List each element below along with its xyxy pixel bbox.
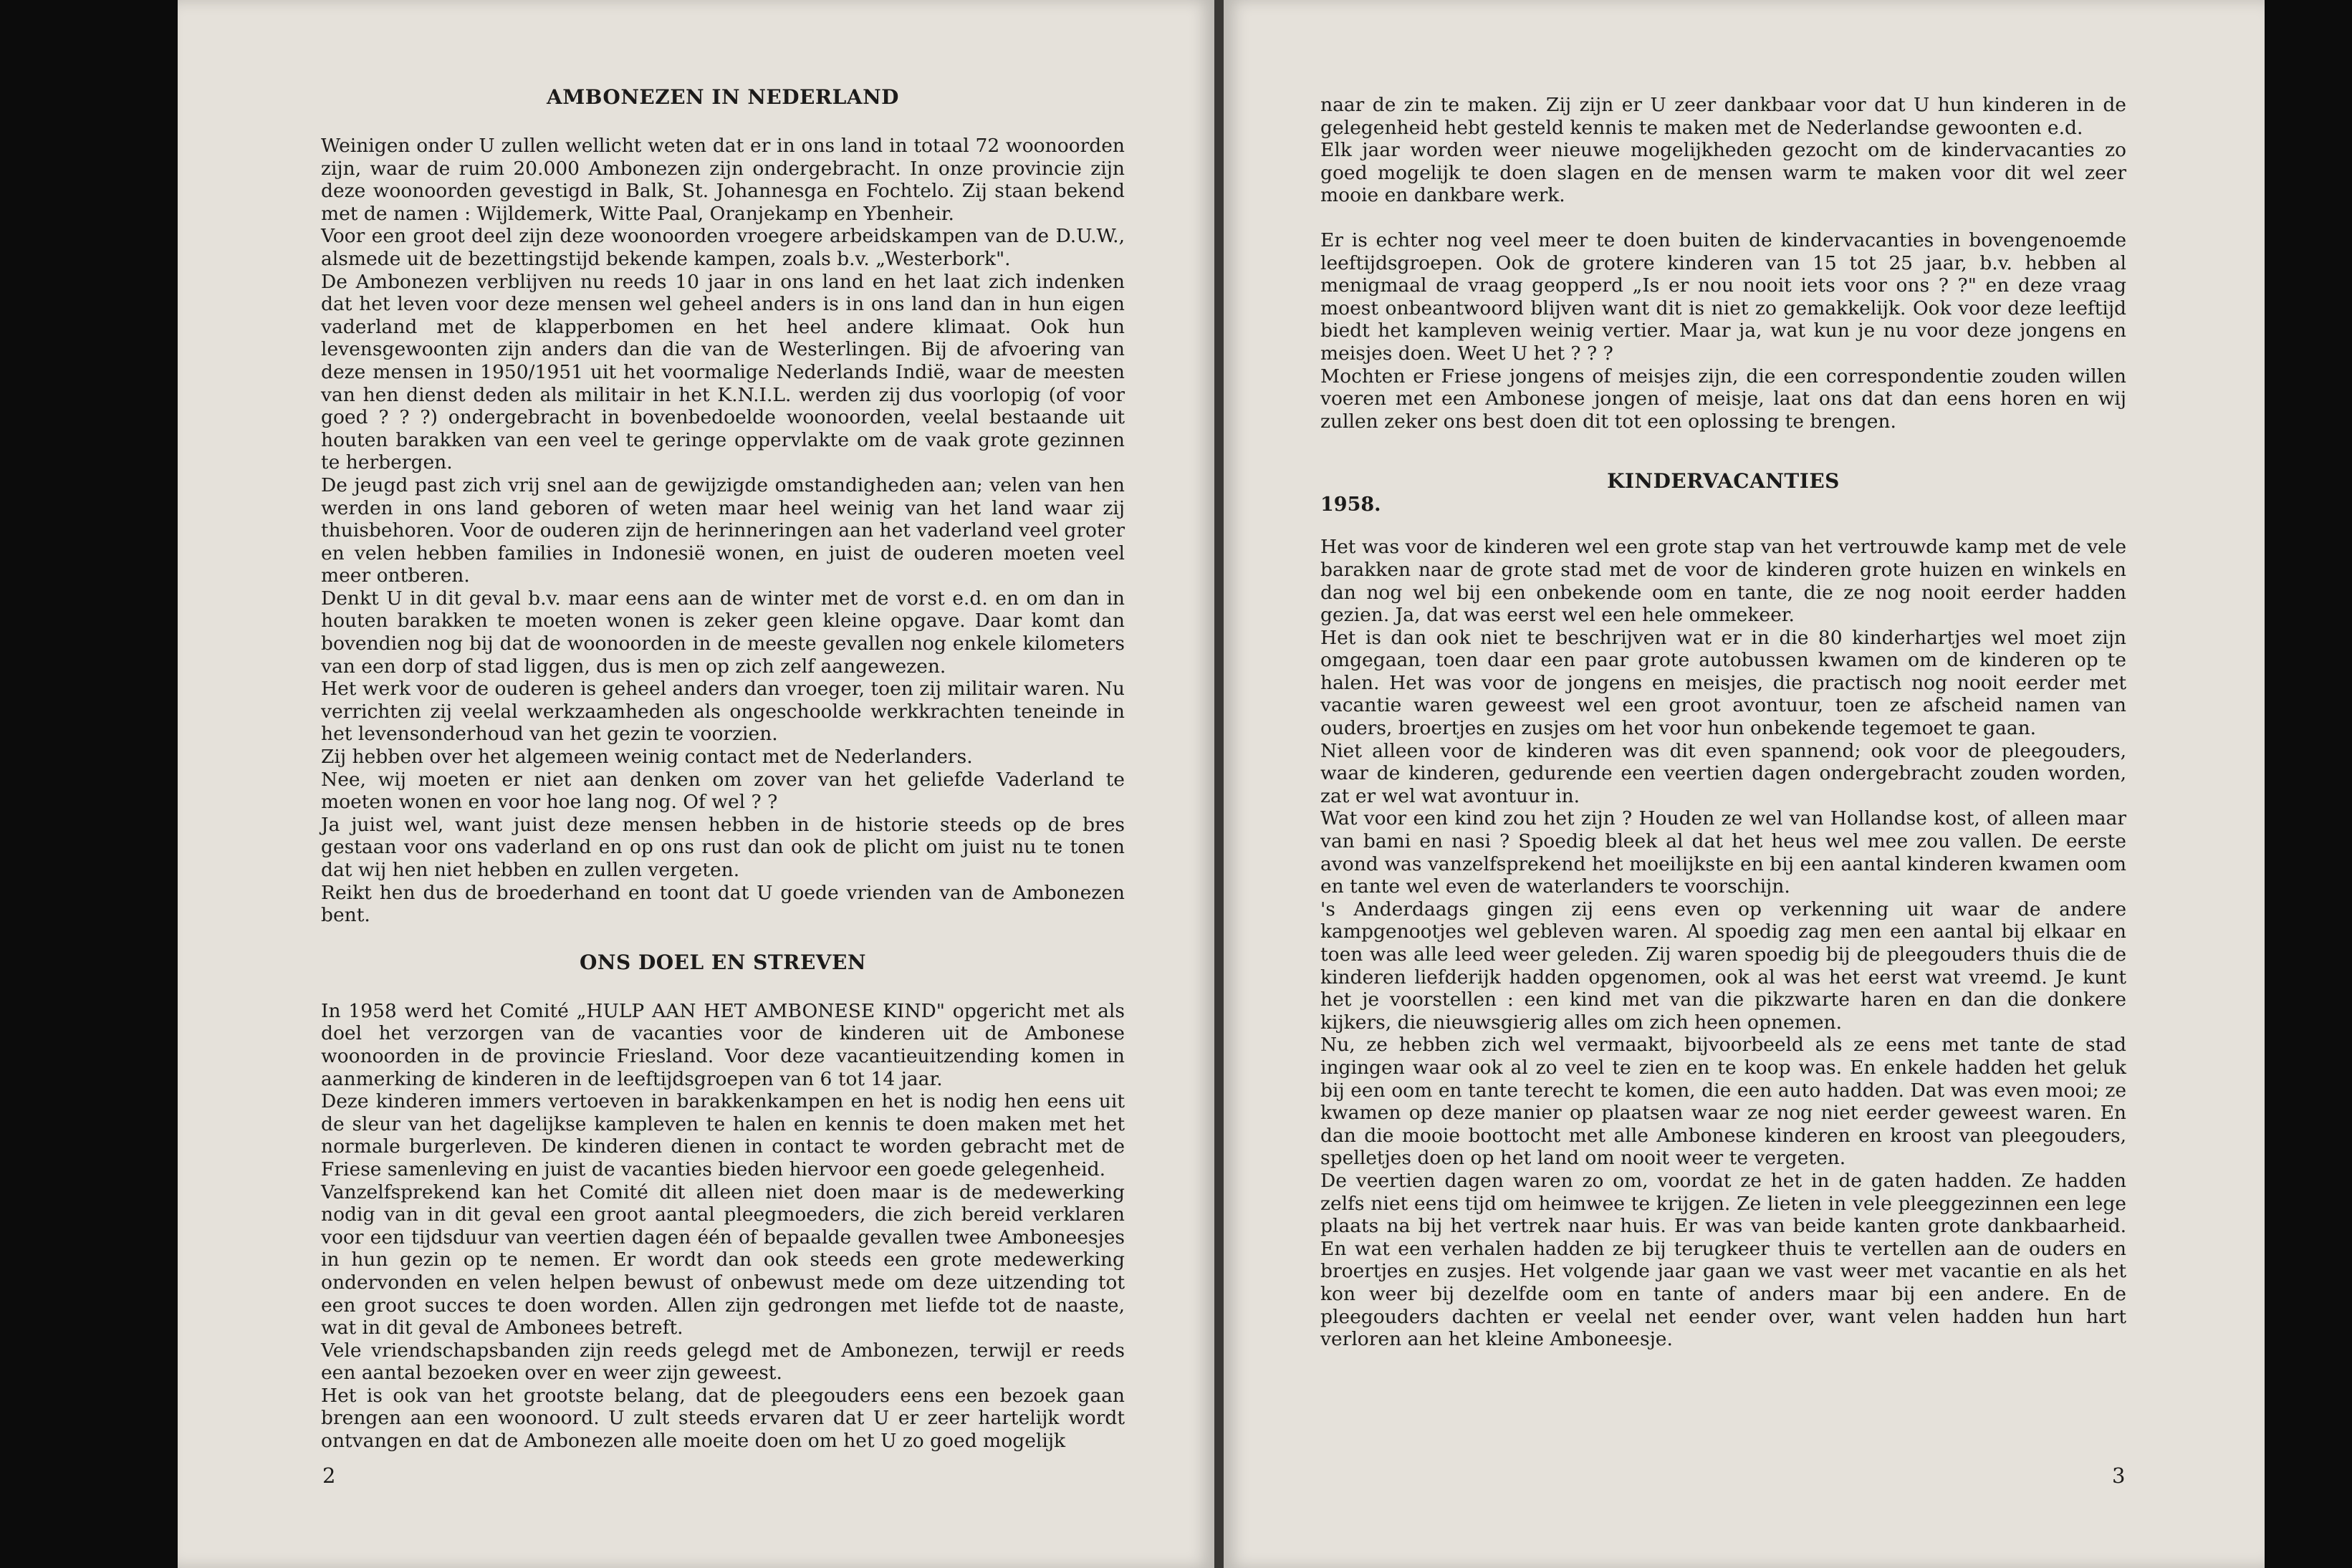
paragraph: Ja juist wel, want juist deze mensen hebben in de historie steeds op de bres gestaan voor ons vaderland en op ons rust dan ook de plicht om juist nu te tonen dat wij hen niet hebben en zullen vergeten.	[321, 813, 1125, 881]
paragraph: Deze kinderen immers vertoeven in barakkenkampen en het is nodig hen eens uit de sleur van het dagelijkse kampleven te halen en kennis te doen maken met het normale burgerleven. De kinderen dienen in contact te worden gebracht met de Friese samenleving en juist de vacanties bieden hiervoor een goede gelegenheid.	[321, 1090, 1125, 1180]
paragraph: 's Anderdaags gingen zij eens even op verkenning uit waar de andere kampgenootjes wel gebleven waren. Al spoedig zag men een aantal bij elkaar en toen was alle leed weer geleden. Zij waren spoedig bij de pleegouders thuis die de kinderen liefderijk hadden opgenomen, ook al was het eerst wat vreemd. Je kunt het je voorstellen : een kind met van die pikzwarte haren en dan die donkere kijkers, die nieuwsgierig alles om zich heen opnemen.	[1320, 898, 2126, 1034]
heading-kindervacanties: KINDERVACANTIES	[1607, 469, 1840, 494]
section-doel-body	[321, 1000, 1125, 1453]
paragraph: Het is dan ook niet te beschrijven wat er in die 80 kinderhartjes wel moet zijn omgegaan, toen daar een paar grote autobussen kwamen om de kinderen op te halen. Het was voor de jongens en meisjes, die practisch nog nooit eerder met vacantie waren geweest wel een groot avontuur, toen ze afscheid namen van ouders, broertjes en zusjes om het voor hun onbekende tegemoet te gaan.	[1320, 626, 2126, 740]
paragraph: Denkt U in dit geval b.v. maar eens aan de winter met de vorst e.d. en om dan in houten barakken te moeten wonen is zeker geen kleine opgave. Daar komt dan bovendien nog bij dat de woonoorden in de meeste gevallen nog enkele kilometers van een dorp of stad liggen, dus is men op zich zelf aangewezen.	[321, 587, 1125, 678]
heading-ons-doel-en-streven: ONS DOEL EN STREVEN	[580, 950, 866, 974]
paragraph: Zij hebben over het algemeen weinig contact met de Nederlanders.	[321, 746, 973, 769]
paragraph: Reikt hen dus de broederhand en toont dat U goede vrienden van de Ambonezen bent.	[321, 881, 1125, 927]
paragraph: Weinigen onder U zullen wellicht weten dat er in ons land in totaal 72 woonoorden zijn, waar de ruim 20.000 Ambonezen zijn ondergebracht. In onze provincie zijn deze woonoorden gevestigd in Balk, St. Johannesga en Fochtelo. Zij staan bekend met de namen : Wijldemerk, Witte Paal, Oranjekamp en Ybenheir.	[321, 135, 1125, 225]
paragraph: Er is echter nog veel meer te doen buiten de kindervacanties in bovengenoemde leeftijdsgroepen. Ook de grotere kinderen van 15 tot 25 jaar, b.v. hebben al menigmaal de vraag geopperd „Is er nou nooit iets voor ons ? ?" en deze vraag moest onbeantwoord blijven want dit is niet zo gemakkelijk. Ook voor deze leeftijd biedt het kampleven weinig vertier. Maar ja, wat kun je nu voor deze jongens en meisjes doen. Weet U het ? ? ?	[1320, 229, 2126, 365]
paragraph: Mochten er Friese jongens of meisjes zijn, die een correspondentie zouden willen voeren met een Ambonese jongen of meisje, laat ons dat dan eens horen en wij zullen zeker ons best doen dit tot een oplossing te brengen.	[1320, 365, 2126, 433]
right-page	[1224, 0, 2265, 1568]
extra-text	[1320, 229, 2126, 433]
paragraph: naar de zin te maken. Zij zijn er U zeer dankbaar voor dat U hun kinderen in de gelegenheid hebt gesteld kennis te maken met de Nederlandse gewoonten e.d.	[1320, 94, 2126, 139]
paragraph: Elk jaar worden weer nieuwe mogelijkheden gezocht om de kindervacanties zo goed mogelijk te doen slagen en de mensen warm te maken voor dit wel zeer mooie en dankbare werk.	[1320, 139, 2126, 207]
left-page	[178, 0, 1214, 1568]
paragraph: Het is ook van het grootste belang, dat de pleegouders eens een bezoek gaan brengen aan een woonoord. U zult steeds ervaren dat U er zeer hartelijk wordt ontvangen en dat de Ambonezen alle moeite doen om het U zo goed mogelijk	[321, 1384, 1125, 1453]
page-number-right: 3	[2112, 1463, 2126, 1488]
paragraph: Nu, ze hebben zich wel vermaakt, bijvoorbeeld als ze eens met tante de stad ingingen waar ook al zo veel te zien en te koop was. En enkele hadden het geluk bij een oom en tante terecht te komen, die een auto hadden. Dat was even mooi; ze kwamen op deze manier op plaatsen waar ze nog niet eerder geweest waren. En dan die mooie boottocht met alle Ambonese kinderen en kroost van pleegouders, spelletjes doen op het land om nooit weer te vergeten.	[1320, 1034, 2126, 1170]
page-number-left: 2	[322, 1463, 336, 1488]
year-label: 1958.	[1320, 494, 1381, 516]
continuation-text	[1320, 94, 2126, 207]
paragraph: Het werk voor de ouderen is geheel anders dan vroeger, toen zij militair waren. Nu verrichten zij veelal werkzaamheden als ongeschoolde werkkrachten teneinde in het levensonderhoud van het gezin te voorzien.	[321, 678, 1125, 746]
heading-ambonezen-in-nederland: AMBONEZEN IN NEDERLAND	[547, 85, 899, 109]
paragraph: De veertien dagen waren zo om, voordat ze het in de gaten hadden. Ze hadden zelfs niet eens tijd om heimwee te krijgen. Ze lieten in vele pleeggezinnen een lege plaats na bij het vertrek naar huis. Er was van beide kanten grote dankbaarheid. En wat een verhalen hadden ze bij terugkeer thuis te vertellen aan de ouders en broertjes en zusjes. Het volgende jaar gaan we vast weer met vacantie en als het kon weer bij dezelfde oom en tante of anders maar bij een andere. En de pleegouders dachten er veelal net eender over, want velen hadden hun hart verloren aan het kleine Amboneesje.	[1320, 1169, 2126, 1351]
section-kindervacanties-body	[1320, 536, 2126, 1350]
paragraph: Niet alleen voor de kinderen was dit even spannend; ook voor de pleegouders, waar de kinderen, gedurende een veertien dagen ondergebracht zouden worden, zat er wel wat avontuur in.	[1320, 739, 2126, 807]
paragraph: Nee, wij moeten er niet aan denken om zover van het geliefde Vaderland te moeten wonen en voor hoe lang nog. Of wel ? ?	[321, 768, 1125, 814]
paragraph: In 1958 werd het Comité „HULP AAN HET AMBONESE KIND" opgericht met als doel het verzorgen van de vacanties voor de kinderen uit de Ambonese woonoorden in de provincie Friesland. Voor deze vacantieuitzending komen in aanmerking de kinderen in de leeftijdsgroepen van 6 tot 14 jaar.	[321, 999, 1125, 1090]
book-gutter	[1214, 0, 1224, 1568]
paragraph: De jeugd past zich vrij snel aan de gewijzigde omstandigheden aan; velen van hen werden in ons land geboren of weten maar heel weinig van het land waar zij thuisbehoren. Voor de ouderen zijn de herinneringen aan het vaderland veel groter en velen hebben families in Indonesië wonen, en juist de ouderen moeten veel meer ontberen.	[321, 473, 1125, 587]
paragraph: Voor een groot deel zijn deze woonoorden vroegere arbeidskampen van de D.U.W., alsmede uit de bezettingstijd bekende kampen, zoals b.v. „Westerbork".	[321, 225, 1125, 270]
paragraph: Het was voor de kinderen wel een grote stap van het vertrouwde kamp met de vele barakken naar de grote stad met de voor de kinderen grote huizen en winkels en dan nog wel bij een onbekende oom en tante, die ze nog nooit eerder hadden gezien. Ja, dat was eerst wel een hele ommekeer.	[1320, 536, 2126, 627]
section-ambonezen-body	[321, 135, 1125, 927]
right-text-column	[1320, 94, 2126, 1351]
left-text-column	[321, 85, 1125, 1453]
paragraph: De Ambonezen verblijven nu reeds 10 jaar in ons land en het laat zich indenken dat het leven voor deze mensen wel geheel anders is in ons land dan in hun eigen vaderland met de klapperbomen en het heel andere klimaat. Ook hun levensgewoonten zijn anders dan die van de Westerlingen. Bij de afvoering van deze mensen in 1950/1951 uit het voormalige Nederlands Indië, waar de meesten van hen dienst deden als militair in het K.N.I.L. werden zij dus voorlopig (of voor goed ? ? ?) ondergebracht in bovenbedoelde woonoorden, veelal bestaande uit houten barakken van een veel te geringe oppervlakte om de vaak grote gezinnen te herbergen.	[321, 270, 1125, 474]
paragraph: Wat voor een kind zou het zijn ? Houden ze wel van Hollandse kost, of alleen maar van bami en nasi ? Spoedig bleek al dat het heus wel mee zou vallen. De eerste avond was vanzelfsprekend het moeilijkste en bij een aantal kinderen kwamen oom en tante wel even de waterlanders te voorschijn.	[1320, 807, 2126, 898]
paragraph: Vanzelfsprekend kan het Comité dit alleen niet doen maar is de medewerking nodig van in dit geval een groot aantal pleegmoeders, die zich bereid verklaren voor een tijdsduur van veertien dagen één of bepaalde gevallen twee Amboneesjes in hun gezin op te nemen. Er wordt dan ook steeds een grote medewerking ondervonden en velen helpen bewust of onbewust mede om deze uitzending tot een groot succes te doen worden. Allen zijn gedrongen met liefde tot de naaste, wat in dit geval de Ambonees betreft.	[321, 1180, 1125, 1339]
paragraph: Vele vriendschapsbanden zijn reeds gelegd met de Ambonezen, terwijl er reeds een aantal bezoeken over en weer zijn geweest.	[321, 1339, 1125, 1385]
